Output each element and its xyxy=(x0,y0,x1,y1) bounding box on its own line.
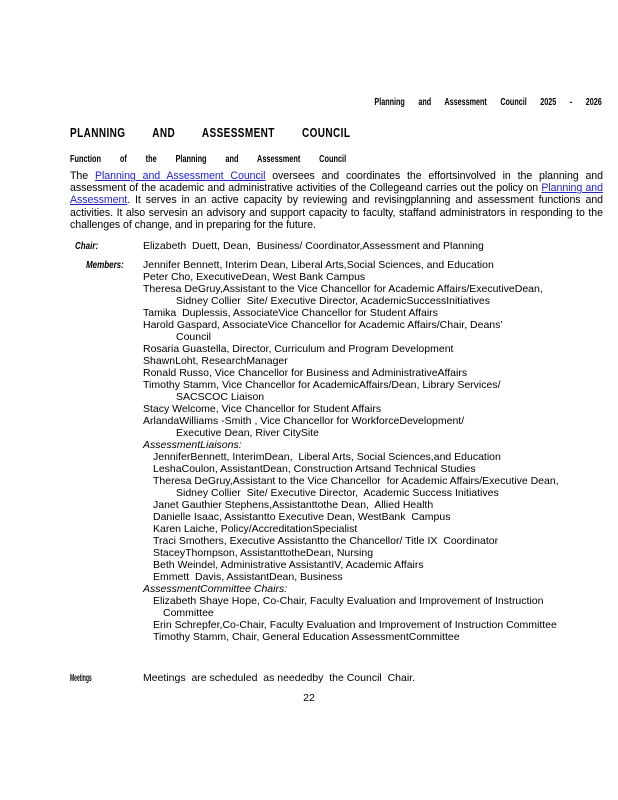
roster-member-line: Jennifer Bennett, Interim Dean, Liberal Arts,Social Sciences, and Education xyxy=(143,259,494,271)
roster-member-line: Janet Gauthier Stephens,Assistanttothe Dean, Allied Health xyxy=(153,499,434,511)
roster-member-line: ShawnLoht, ResearchManager xyxy=(143,355,288,367)
planning-and-assessment-link[interactable]: Planning and Assessment xyxy=(70,182,603,207)
intro-text-1: The xyxy=(70,170,95,182)
roster-member-line: Timothy Stamm, Vice Chancellor for AcademicAffairs/Dean, Library Services/ xyxy=(143,379,501,391)
roster-member-line: Stacy Welcome, Vice Chancellor for Student Affairs xyxy=(143,403,382,415)
intro-text-2: oversees and coordinates the effortsinvolved in the planning and assessment of the academic and administrative activities of the Collegeand carries out the policy on xyxy=(70,170,603,195)
roster-member-line: SACSCOC Liaison xyxy=(176,391,265,403)
roster-member-line: Traci Smothers, Executive Assistantto the Chancellor/ Title IX Coordinator xyxy=(153,535,499,547)
roster-member-line: Karen Laiche, Policy/AccreditationSpecialist xyxy=(153,523,358,535)
roster-subsection-label: AssessmentLiaisons: xyxy=(143,439,242,451)
roster-member-line: Emmett Davis, AssistantDean, Business xyxy=(153,571,343,583)
members-label: Members: xyxy=(86,260,124,271)
roster-member-line: LeshaCoulon, AssistantDean, Construction Artsand Technical Studies xyxy=(153,463,476,475)
chair-label: Chair: xyxy=(75,241,99,252)
page-title: PLANNING AND ASSESSMENT COUNCIL xyxy=(70,126,351,140)
roster-member-line: Elizabeth Shaye Hope, Co-Chair, Faculty Evaluation and Improvement of Instruction xyxy=(153,595,544,607)
roster-member-line: Peter Cho, ExecutiveDean, West Bank Campus xyxy=(143,271,366,283)
roster-member-line: JenniferBennett, InterimDean, Liberal Arts, Social Sciences,and Education xyxy=(153,451,501,463)
members-list xyxy=(143,259,618,643)
chair-value: Elizabeth Duett, Dean, Business/ Coordinator,Assessment and Planning xyxy=(143,240,484,252)
roster-member-line: Council xyxy=(176,331,212,343)
roster-member-line: StaceyThompson, AssistanttotheDean, Nursing xyxy=(153,547,374,559)
roster-member-line: Ronald Russo, Vice Chancellor for Business and AdministrativeAffairs xyxy=(143,367,468,379)
roster-member-line: Executive Dean, River CitySite xyxy=(176,427,319,439)
intro-text-3: . It serves in an active capacity by reviewing and revisingplanning and assessment functions and activities. It also servesin an advisory and support capacity to faculty, staffand administrators in responding to the challenges of change, and in preparing for the future. xyxy=(70,194,603,231)
planning-and-assessment-council-link[interactable]: Planning and Assessment Council xyxy=(94,170,266,182)
intro-paragraph xyxy=(70,170,603,231)
roster-member-line: Theresa DeGruy,Assistant to the Vice Chancellor for Academic Affairs/ExecutiveDean, xyxy=(143,283,543,295)
meetings-label: Meetings xyxy=(70,673,92,684)
function-heading: Function of the Planning and Assessment Council xyxy=(70,153,347,165)
roster-member-line: Tamika Duplessis, AssociateVice Chancellor for Student Affairs xyxy=(143,307,438,319)
roster-member-line: Theresa DeGruy,Assistant to the Vice Chancellor for Academic Affairs/Executive Dean, xyxy=(153,475,559,487)
roster-member-line: Committee xyxy=(163,607,214,619)
roster-member-line: Erin Schrepfer,Co-Chair, Faculty Evaluation and Improvement of Instruction Committee xyxy=(153,619,557,631)
roster-member-line: Sidney Collier Site/ Executive Director, Academic Success Initiatives xyxy=(176,487,499,499)
roster-member-line: ArlandaWilliams -Smith , Vice Chancellor for WorkforceDevelopment/ xyxy=(143,415,465,427)
page-number: 22 xyxy=(303,692,315,704)
roster-member-line: Harold Gaspard, AssociateVice Chancellor for Academic Affairs/Chair, Deans’ xyxy=(143,319,503,331)
roster-member-line: Sidney Collier Site/ Executive Director, AcademicSuccessInitiatives xyxy=(176,295,490,307)
roster-subsection-label: AssessmentCommittee Chairs: xyxy=(143,583,288,595)
roster-member-line: Danielle Isaac, Assistantto Executive Dean, WestBank Campus xyxy=(153,511,451,523)
roster-member-line: Beth Weindel, Administrative AssistantIV, Academic Affairs xyxy=(153,559,424,571)
running-header: Planning and Assessment Council 2025 - 2026 xyxy=(374,97,602,108)
meetings-text: Meetings are scheduled as neededby the Council Chair. xyxy=(143,672,416,684)
roster-member-line: Timothy Stamm, Chair, General Education AssessmentCommittee xyxy=(153,631,460,643)
roster-member-line: Rosaria Guastella, Director, Curriculum and Program Development xyxy=(143,343,454,355)
